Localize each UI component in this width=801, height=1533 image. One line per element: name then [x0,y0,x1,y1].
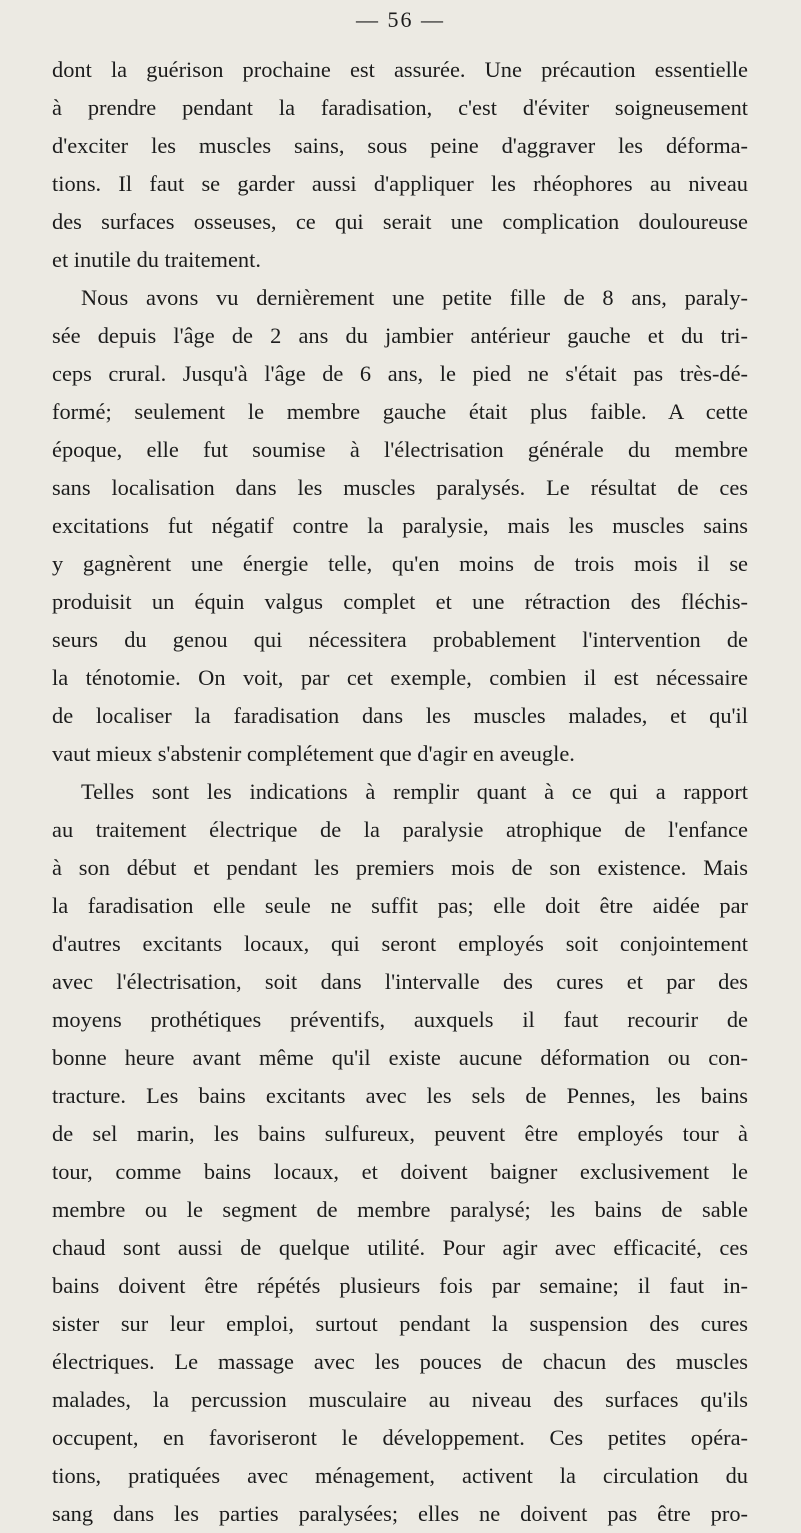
text-line: sang dans les parties paralysées; elles ne doivent pas être pro- [52,1501,748,1526]
text-line: d'exciter les muscles sains, sous peine d'aggraver les déforma- [52,133,748,158]
text-line: formé; seulement le membre gauche était plus faible. A cette [52,399,748,424]
text-line: excitations fut négatif contre la paralysie, mais les muscles sains [52,513,748,538]
text-line: électriques. Le massage avec les pouces de chacun des muscles [52,1349,748,1374]
text-line: occupent, en favoriseront le développement. Ces petites opéra- [52,1425,748,1450]
text-line: sée depuis l'âge de 2 ans du jambier antérieur gauche et du tri- [52,323,748,348]
text-line: Telles sont les indications à remplir quant à ce qui a rapport [81,779,748,804]
text-line: ceps crural. Jusqu'à l'âge de 6 ans, le pied ne s'était pas très-dé- [52,361,748,386]
page-number: — 56 — [356,7,445,32]
text-line: d'autres excitants locaux, qui seront employés soit conjointement [52,931,748,956]
text-line: sans localisation dans les muscles paralysés. Le résultat de ces [52,475,748,500]
text-line: produisit un équin valgus complet et une rétraction des fléchis- [52,589,748,614]
text-line: sister sur leur emploi, surtout pendant la suspension des cures [52,1311,748,1336]
text-line: des surfaces osseuses, ce qui serait une complication douloureuse [52,209,748,234]
text-line: tions, pratiquées avec ménagement, activent la circulation du [52,1463,748,1488]
text-line: seurs du genou qui nécessitera probablement l'intervention de [52,627,748,652]
text-line: tracture. Les bains excitants avec les sels de Pennes, les bains [52,1083,748,1108]
text-line: dont la guérison prochaine est assurée. Une précaution essentielle [52,57,748,82]
text-line: à prendre pendant la faradisation, c'est d'éviter soigneusement [52,95,748,120]
text-line: vaut mieux s'abstenir complétement que d'agir en aveugle. [52,741,575,766]
text-line: avec l'électrisation, soit dans l'intervalle des cures et par des [52,969,748,994]
text-line: bains doivent être répétés plusieurs fois par semaine; il faut in- [52,1273,748,1298]
text-line: au traitement électrique de la paralysie atrophique de l'enfance [52,817,748,842]
text-line: moyens prothétiques préventifs, auxquels il faut recourir de [52,1007,748,1032]
text-line: chaud sont aussi de quelque utilité. Pour agir avec efficacité, ces [52,1235,748,1260]
text-line: Nous avons vu dernièrement une petite fille de 8 ans, paraly- [81,285,748,310]
text-line: à son début et pendant les premiers mois de son existence. Mais [52,855,748,880]
text-line: époque, elle fut soumise à l'électrisation générale du membre [52,437,748,462]
text-line: y gagnèrent une énergie telle, qu'en moins de trois mois il se [52,551,748,576]
text-line: tour, comme bains locaux, et doivent baigner exclusivement le [52,1159,748,1184]
text-line: de localiser la faradisation dans les muscles malades, et qu'il [52,703,748,728]
text-line: de sel marin, les bains sulfureux, peuvent être employés tour à [52,1121,748,1146]
text-line: malades, la percussion musculaire au niveau des surfaces qu'ils [52,1387,748,1412]
body-text [52,51,748,1533]
text-line: la faradisation elle seule ne suffit pas; elle doit être aidée par [52,893,748,918]
text-line: la ténotomie. On voit, par cet exemple, combien il est nécessaire [52,665,748,690]
text-line: et inutile du traitement. [52,247,261,272]
text-line: membre ou le segment de membre paralysé; les bains de sable [52,1197,748,1222]
text-line: bonne heure avant même qu'il existe aucune déformation ou con- [52,1045,748,1070]
text-line: tions. Il faut se garder aussi d'appliquer les rhéophores au niveau [52,171,748,196]
